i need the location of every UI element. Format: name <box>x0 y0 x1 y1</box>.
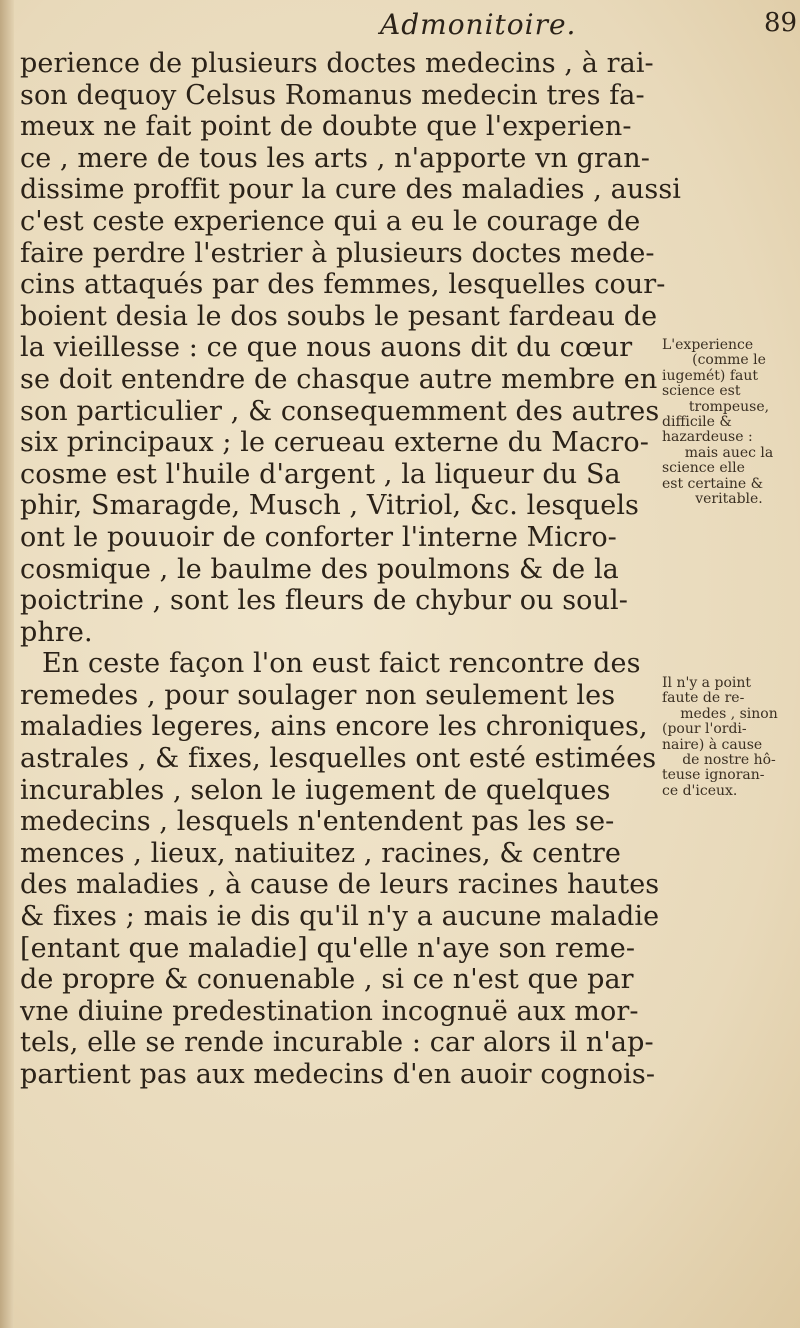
text-line: son dequoy Celsus Romanus medecin tres fa- <box>20 79 645 111</box>
text-line: cosmique , le baulme des poulmons & de la <box>20 553 619 585</box>
text-line: dissime proffit pour la cure des maladies , aussi <box>20 174 682 206</box>
text-line: partient pas aux medecins d'en auoir cognois- <box>20 1059 656 1090</box>
text-line: vne diuine predestination incognuë aux mor- <box>20 995 639 1027</box>
margin-line: naire) à cause <box>662 736 763 753</box>
text-line: des maladies , à cause de leurs racines hautes <box>20 869 660 901</box>
page-number: 89 <box>764 8 798 38</box>
margin-note-remedies <box>662 676 796 799</box>
text-line: remedes , pour soulager non seulement les <box>20 679 616 711</box>
text-line: meux ne fait point de doubte que l'experien- <box>20 111 632 143</box>
margin-line: faute de re- <box>662 690 745 707</box>
margin-line: (pour l'ordi- <box>662 721 747 738</box>
margin-line: veritable. <box>695 491 763 508</box>
margin-line: ce d'iceux. <box>662 782 738 799</box>
margin-line: trompeuse, <box>688 398 770 415</box>
text-line: boient desia le dos soubs le pesant fardeau de <box>20 300 658 332</box>
text-line: phir, Smaragde, Musch , Vitriol, &c. lesquels <box>20 490 640 522</box>
text-line: phre. <box>20 616 93 648</box>
margin-line: (comme le <box>692 352 766 369</box>
margin-line: Il n'y a point <box>662 675 751 691</box>
paragraph-start-line: En ceste façon l'on eust faict rencontre des <box>42 648 641 680</box>
text-line: faire perdre l'estrier à plusieurs doctes mede- <box>20 237 655 269</box>
text-line: medecins , lesquels n'entendent pas les se- <box>20 806 615 838</box>
margin-line: science elle <box>662 460 745 477</box>
margin-line: science est <box>662 383 741 400</box>
text-line: ont le pouuoir de conforter l'interne Micro- <box>20 521 617 553</box>
text-line: six principaux ; le cerueau externe du Macro- <box>20 427 649 459</box>
margin-line: medes , sinon <box>680 705 778 722</box>
margin-line: L'experience <box>662 337 754 353</box>
text-line: poictrine , sont les fleurs de chybur ou soul- <box>20 585 628 617</box>
text-line: perience de plusieurs doctes medecins , à rai- <box>20 48 654 79</box>
margin-note-experience <box>662 338 796 507</box>
text-line: & fixes ; mais ie dis qu'il n'y a aucune maladie <box>20 901 660 933</box>
margin-line: de nostre hô- <box>682 752 776 769</box>
text-line: [entant que maladie] qu'elle n'aye son reme- <box>20 932 636 964</box>
margin-line: est certaine & <box>662 475 764 492</box>
page-gutter <box>0 0 14 1328</box>
text-line: cosme est l'huile d'argent , la liqueur du Sa <box>20 458 621 490</box>
running-title: Admonitoire. <box>380 8 577 41</box>
text-line: mences , lieux, natiuitez , racines, & centre <box>20 837 621 869</box>
text-line: ce , mere de tous les arts , n'apporte vn gran- <box>20 142 650 174</box>
margin-line: mais auec la <box>684 444 774 461</box>
text-line: son particulier , & consequemment des autres <box>20 395 660 427</box>
text-line: de propre & conuenable , si ce n'est que par <box>20 964 634 996</box>
text-line: cins attaqués par des femmes, lesquelles cour- <box>20 269 666 301</box>
text-line: la vieillesse : ce que nous auons dit du cœur <box>20 332 633 364</box>
text-line: se doit entendre de chasque autre membre en <box>20 363 658 395</box>
text-line: maladies legeres, ains encore les chroniques, <box>20 711 648 743</box>
margin-line: iugemét) faut <box>662 367 759 384</box>
text-line: incurables , selon le iugement de quelques <box>20 774 611 806</box>
margin-line: difficile & <box>662 414 732 431</box>
text-line: tels, elle se rende incurable : car alors il n'ap- <box>20 1027 654 1059</box>
main-text <box>20 48 682 1091</box>
text-line: astrales , & fixes, lesquelles ont esté estimées <box>20 743 657 775</box>
margin-line: teuse ignoran- <box>662 767 765 784</box>
page-header <box>24 8 798 50</box>
margin-line: hazardeuse : <box>662 429 753 446</box>
text-line: c'est ceste experience qui a eu le courage de <box>20 205 641 237</box>
